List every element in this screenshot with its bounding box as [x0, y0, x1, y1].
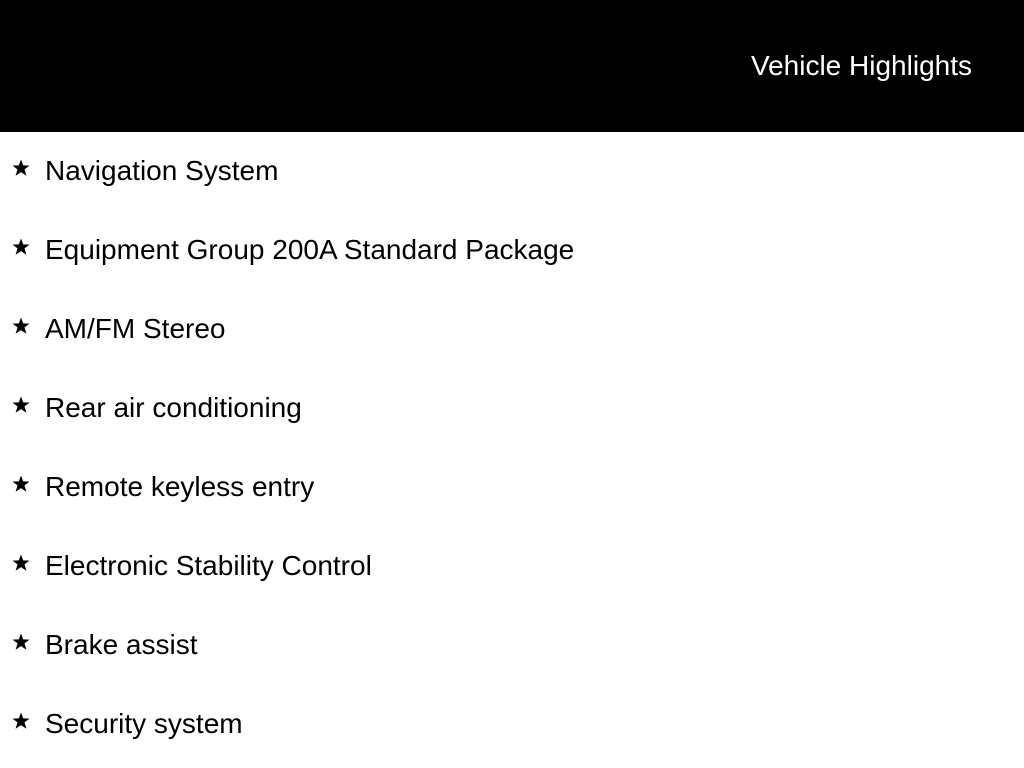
star-icon: [11, 158, 31, 178]
star-icon: [11, 237, 31, 257]
feature-item-equipment-group: [0, 211, 1024, 290]
feature-label: Equipment Group 200A Standard Package: [45, 234, 575, 265]
feature-item-security-system: [0, 685, 1024, 764]
star-icon: [11, 632, 31, 652]
star-icon: [11, 474, 31, 494]
star-icon: [11, 316, 31, 336]
feature-label: Rear air conditioning: [45, 392, 302, 423]
feature-item-am-fm-stereo: [0, 290, 1024, 369]
star-icon: [11, 553, 31, 573]
feature-list: [0, 132, 1024, 764]
feature-label: Security system: [45, 708, 243, 739]
star-icon: [11, 711, 31, 731]
feature-item-brake-assist: [0, 606, 1024, 685]
header-bar: [0, 0, 1024, 132]
page-title: Vehicle Highlights: [750, 50, 972, 81]
feature-label: Navigation System: [45, 155, 279, 186]
feature-label: Brake assist: [45, 629, 198, 660]
feature-item-navigation-system: [0, 132, 1024, 211]
feature-item-electronic-stability-control: [0, 527, 1024, 606]
feature-item-rear-air-conditioning: [0, 369, 1024, 448]
star-icon: [11, 395, 31, 415]
feature-item-remote-keyless-entry: [0, 448, 1024, 527]
feature-label: AM/FM Stereo: [45, 313, 226, 344]
feature-label: Electronic Stability Control: [45, 550, 372, 581]
feature-label: Remote keyless entry: [45, 471, 315, 502]
